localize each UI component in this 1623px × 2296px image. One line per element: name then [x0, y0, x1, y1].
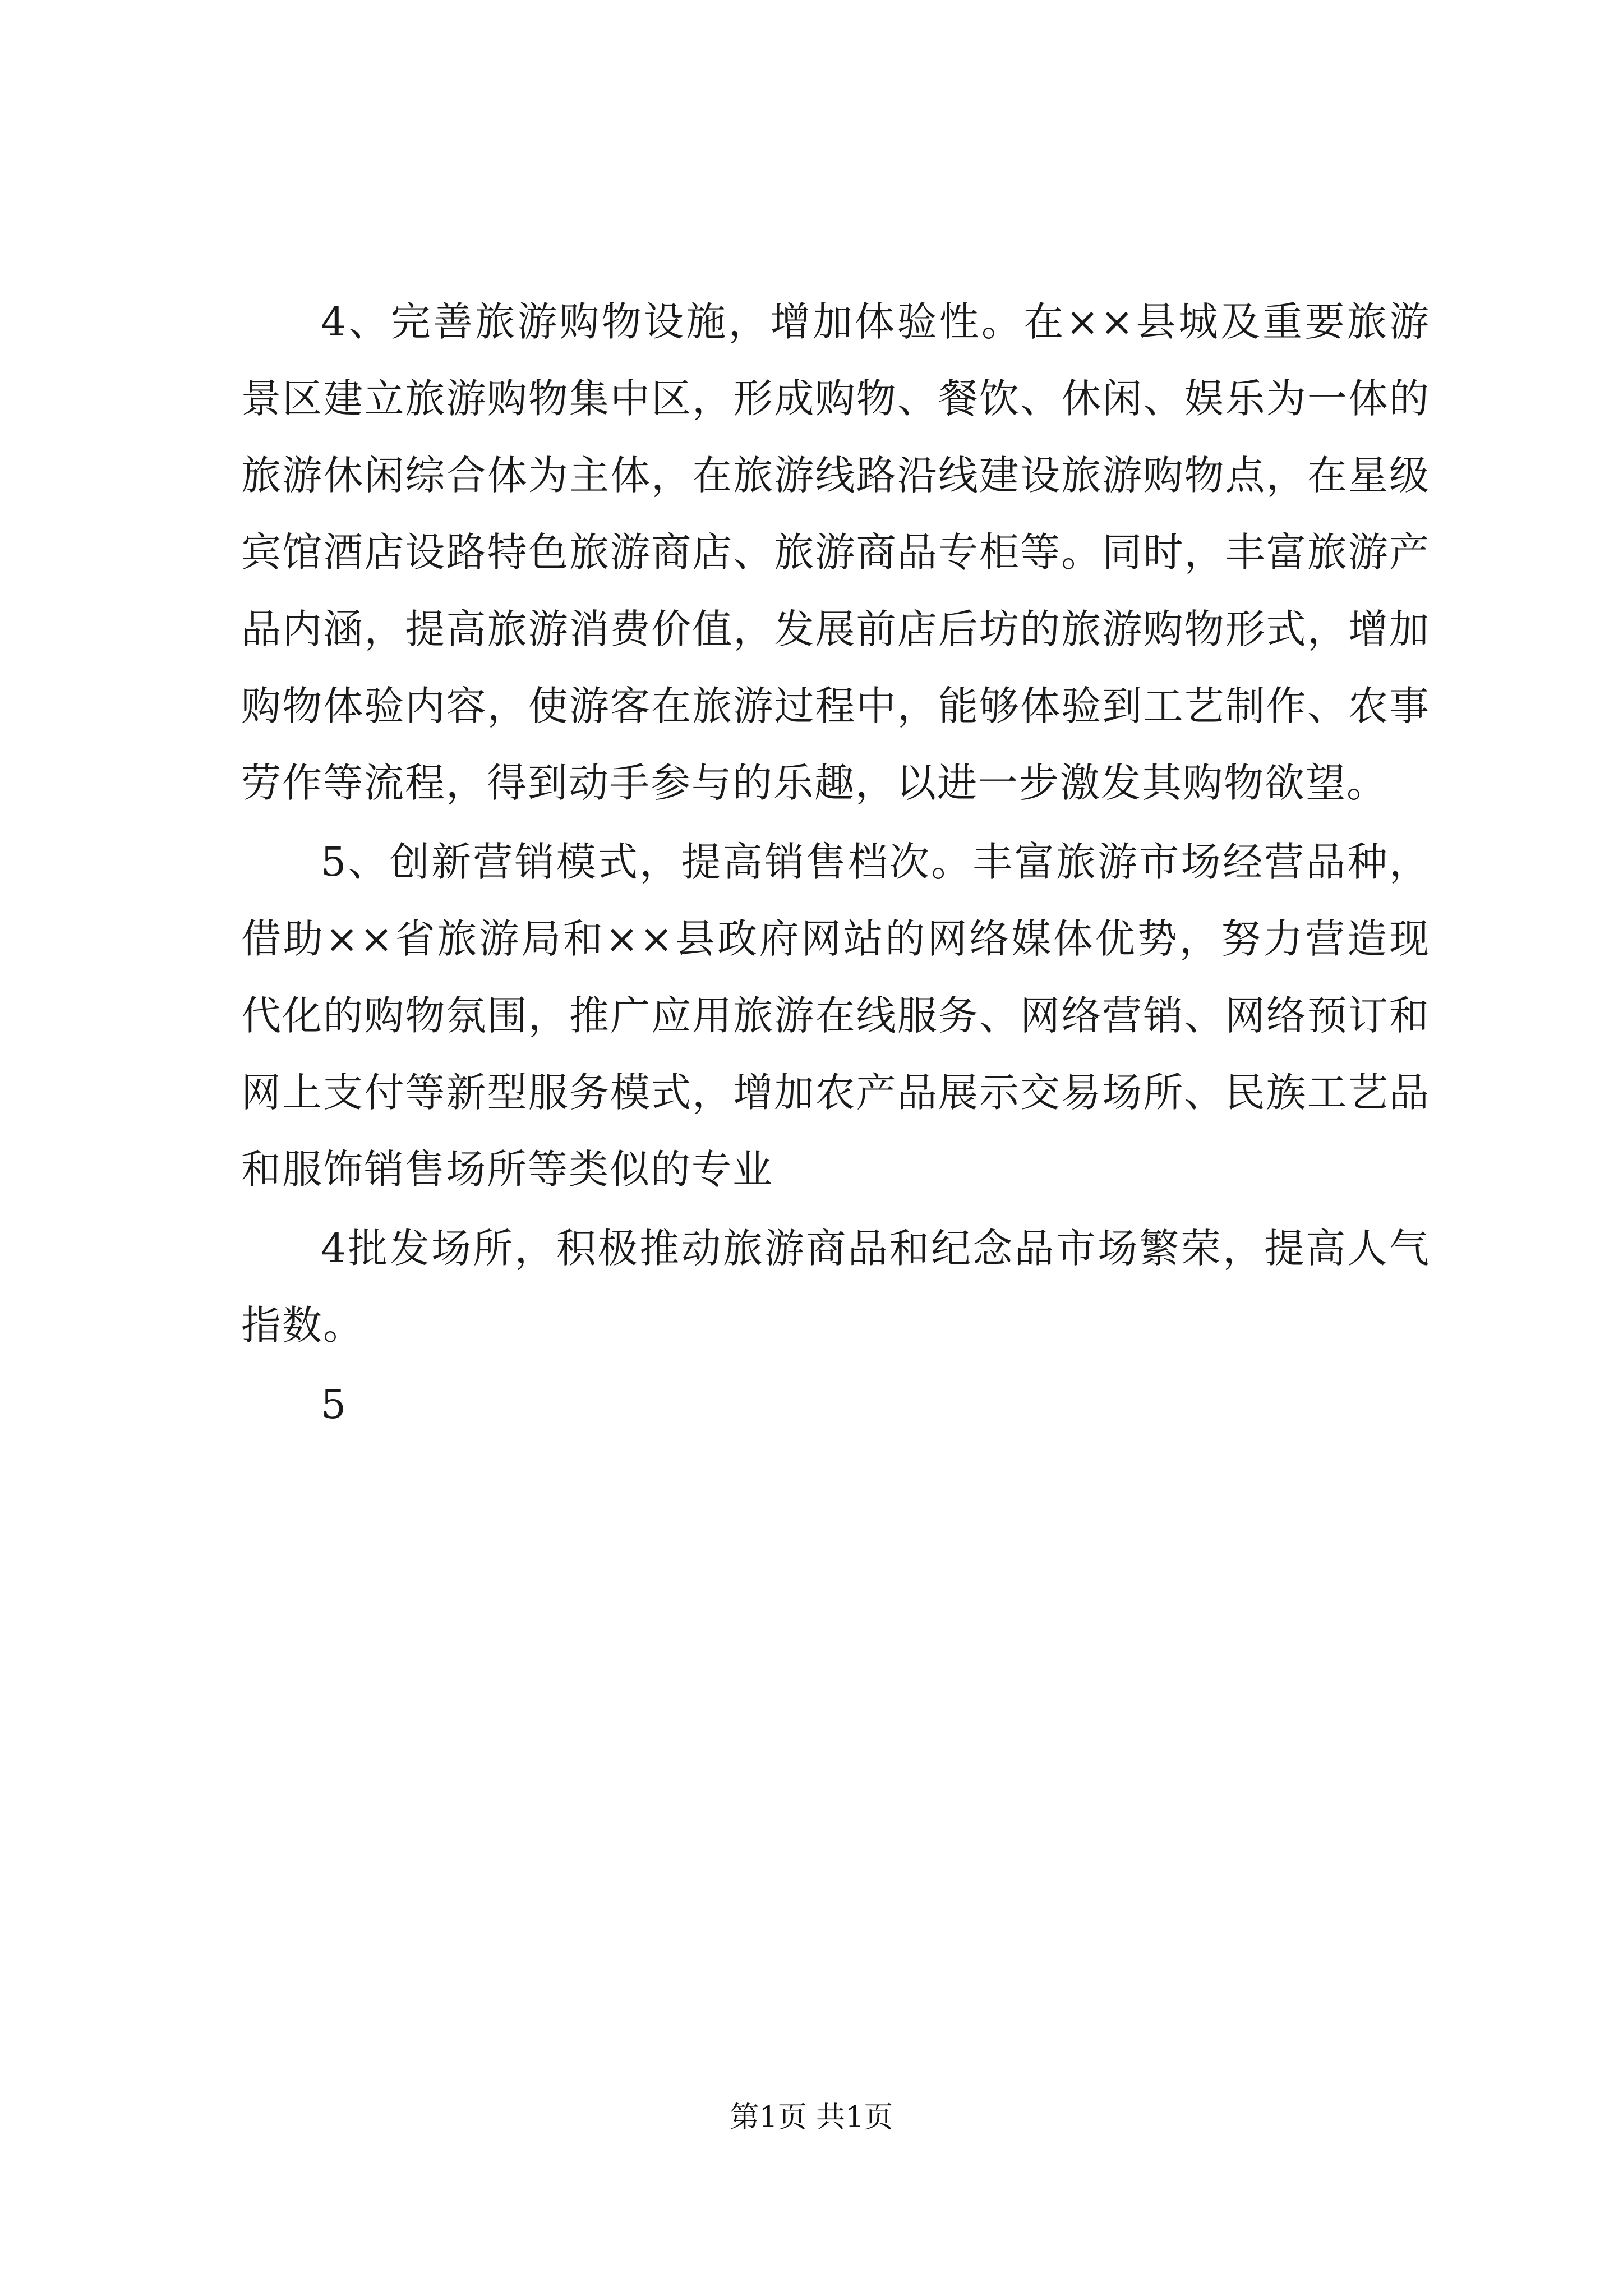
- paragraph-marketing-model: 5、创新营销模式，提高销售档次。丰富旅游市场经营品种，借助××省旅游局和××县政府网站的网络媒体优势，努力营造现代化的购物氛围，推广应用旅游在线服务、网络营销、网络预订和网上支付等新型服务模式，增加农产品展示交易场所、民族工艺品和服饰销售场所等类似的专业: [241, 839, 1430, 1193]
- paragraph-shopping-facilities: 4、完善旅游购物设施，增加体验性。在××县城及重要旅游景区建立旅游购物集中区，形成购物、餐饮、休闲、娱乐为一体的旅游休闲综合体为主体，在旅游线路沿线建设旅游购物点，在星级宾馆酒店设路特色旅游商店、旅游商品专柜等。同时，丰富旅游产品内涵，提高旅游消费价值，发展前店后坊的旅游购物形式，增加购物体验内容，使游客在旅游过程中，能够体验到工艺制作、农事劳作等流程，得到动手参与的乐趣，以进一步激发其购物欲望。: [241, 298, 1430, 806]
- paragraph-page-fragment: 5: [321, 1381, 348, 1428]
- paragraph-wholesale: 4批发场所，积极推动旅游商品和纪念品市场繁荣，提高人气指数。: [241, 1225, 1430, 1349]
- document-body: [241, 283, 1430, 1443]
- page-footer: 第1页 共1页: [730, 2101, 893, 2134]
